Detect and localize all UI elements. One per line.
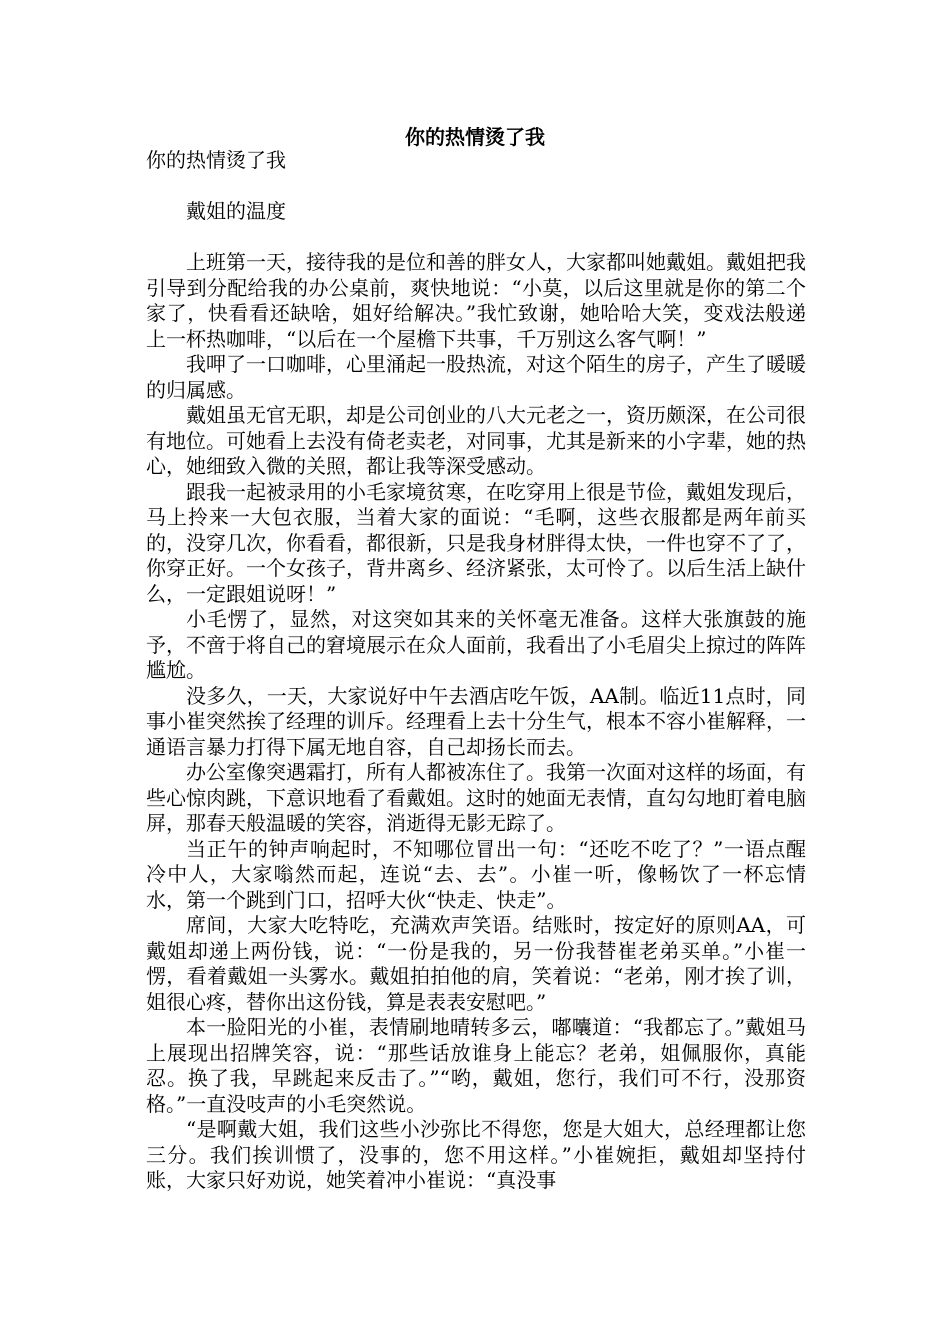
paragraph-list [146,250,806,1194]
document-title: 你的热情烫了我 [405,125,545,149]
document-body [146,148,806,1194]
paragraph: 办公室像突遇霜打，所有人都被冻住了。我第一次面对这样的场面，有些心惊肉跳，下意识地看了看戴姐。这时的她面无表情，直勾勾地盯着电脑屏，那春天般温暖的笑容，消逝得无影无踪了。 [146,760,806,835]
paragraph: 小毛愣了，显然，对这突如其来的关怀毫无准备。这样大张旗鼓的施予，不啻于将自己的窘境展示在众人面前，我看出了小毛眉尖上掠过的阵阵尴尬。 [146,607,806,682]
paragraph: 上班第一天，接待我的是位和善的胖女人，大家都叫她戴姐。戴姐把我引导到分配给我的办公桌前，爽快地说：“小莫，以后这里就是你的第二个家了，快看看还缺啥，姐好给解决。”我忙致谢，她哈哈大笑，变戏法般递上一杯热咖啡，“以后在一个屋檐下共事，千万别这么客气啊！” [146,250,806,351]
paragraph: 我呷了一口咖啡，心里涌起一股热流，对这个陌生的房子，产生了暖暖的归属感。 [146,352,806,402]
paragraph: 戴姐虽无官无职，却是公司创业的八大元老之一，资历颇深，在公司很有地位。可她看上去没有倚老卖老，对同事，尤其是新来的小字辈，她的热心，她细致入微的关照，都让我等深受感动。 [146,403,806,478]
paragraph: 本一脸阳光的小崔，表情刷地晴转多云，嘟囔道：“我都忘了。”戴姐马上展现出招牌笑容，说：“那些话放谁身上能忘？老弟，姐佩服你，真能忍。换了我，早跳起来反击了。”“哟，戴姐，您行，我们可不行，没那资格。”一直没吱声的小毛突然说。 [146,1015,806,1116]
paragraph: 跟我一起被录用的小毛家境贫寒，在吃穿用上很是节俭，戴姐发现后，马上拎来一大包衣服，当着大家的面说：“毛啊，这些衣服都是两年前买的，没穿几次，你看看，都很新，只是我身材胖得太快，一件也穿不了了，你穿正好。一个女孩子，背井离乡、经济紧张，太可怜了。以后生活上缺什么，一定跟姐说呀！” [146,479,806,606]
paragraph: “是啊戴大姐，我们这些小沙弥比不得您，您是大姐大，总经理都让您三分。我们挨训惯了，没事的，您不用这样。”小崔婉拒，戴姐却坚持付账，大家只好劝说，她笑着冲小崔说：“真没事 [146,1117,806,1192]
paragraph: 当正午的钟声响起时，不知哪位冒出一句：“还吃不吃了？”一语点醒冷中人，大家嗡然而起，连说“去、去”。小崔一听，像畅饮了一杯忘情水，第一个跳到门口，招呼大伙“快走、快走”。 [146,836,806,912]
section-heading: 戴姐的温度 [186,199,286,223]
document-subtitle: 你的热情烫了我 [146,148,286,172]
paragraph: 席间，大家大吃特吃，充满欢声笑语。结账时，按定好的原则AA，可戴姐却递上两份钱，说：“一份是我的，另一份我替崔老弟买单。”小崔一愣，看着戴姐一头雾水。戴姐拍拍他的肩，笑着说：“老弟，刚才挨了训，姐很心疼，替你出这份钱，算是表表安慰吧。” [146,913,806,1014]
paragraph: 没多久，一天，大家说好中午去酒店吃午饭，AA制。临近11点时，同事小崔突然挨了经理的训斥。经理看上去十分生气，根本不容小崔解释，一通语言暴力打得下属无地自容，自己却扬长而去。 [146,683,806,759]
